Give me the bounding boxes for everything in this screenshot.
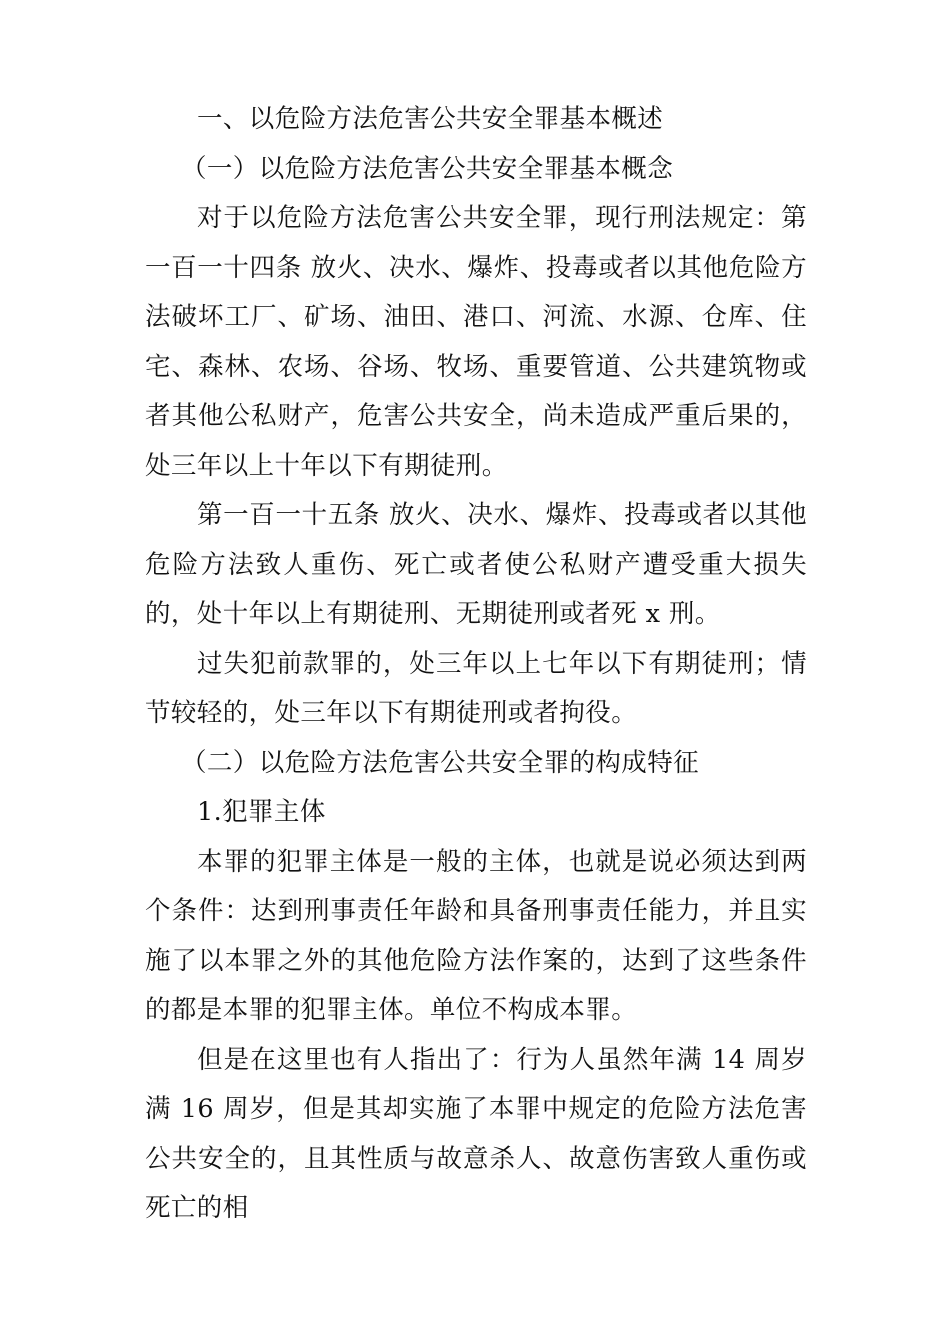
- body-paragraph: 第一百一十五条 放火、决水、爆炸、投毒或者以其他危险方法致人重伤、死亡或者使公私财产遭受重大损失的，处十年以上有期徒刑、无期徒刑或者死 x 刑。: [145, 500, 807, 629]
- subsection-heading: （一）以危险方法危害公共安全罪基本概念: [181, 153, 674, 184]
- body-paragraph: 本罪的犯罪主体是一般的主体，也就是说必须达到两个条件：达到刑事责任年龄和具备刑事责任能力，并且实施了以本罪之外的其他危险方法作案的，达到了这些条件的都是本罪的犯罪主体。单位不构成本罪。: [145, 846, 807, 1025]
- subsection-heading: （二）以危险方法危害公共安全罪的构成特征: [181, 747, 700, 778]
- body-paragraph: 过失犯前款罪的，处三年以上七年以下有期徒刑；情节较轻的，处三年以下有期徒刑或者拘役。: [145, 648, 807, 728]
- section-heading: 一、以危险方法危害公共安全罪基本概述: [197, 104, 664, 134]
- body-paragraph: 但是在这里也有人指出了：行为人虽然年满 14 周岁满 16 周岁，但是其却实施了本罪中规定的危险方法危害公共安全的，且其性质与故意杀人、故意伤害致人重伤或死亡的相: [145, 1044, 807, 1223]
- item-heading: 1.犯罪主体: [197, 797, 326, 827]
- body-paragraph: 对于以危险方法危害公共安全罪，现行刑法规定：第一百一十四条 放火、决水、爆炸、投毒或者以其他危险方法破坏工厂、矿场、油田、港口、河流、水源、仓库、住宅、森林、农场、谷场、牧场、重要管道、公共建筑物或者其他公私财产，危害公共安全，尚未造成严重后果的，处三年以上十年以下有期徒刑。: [145, 203, 807, 481]
- document-body: [145, 95, 807, 1234]
